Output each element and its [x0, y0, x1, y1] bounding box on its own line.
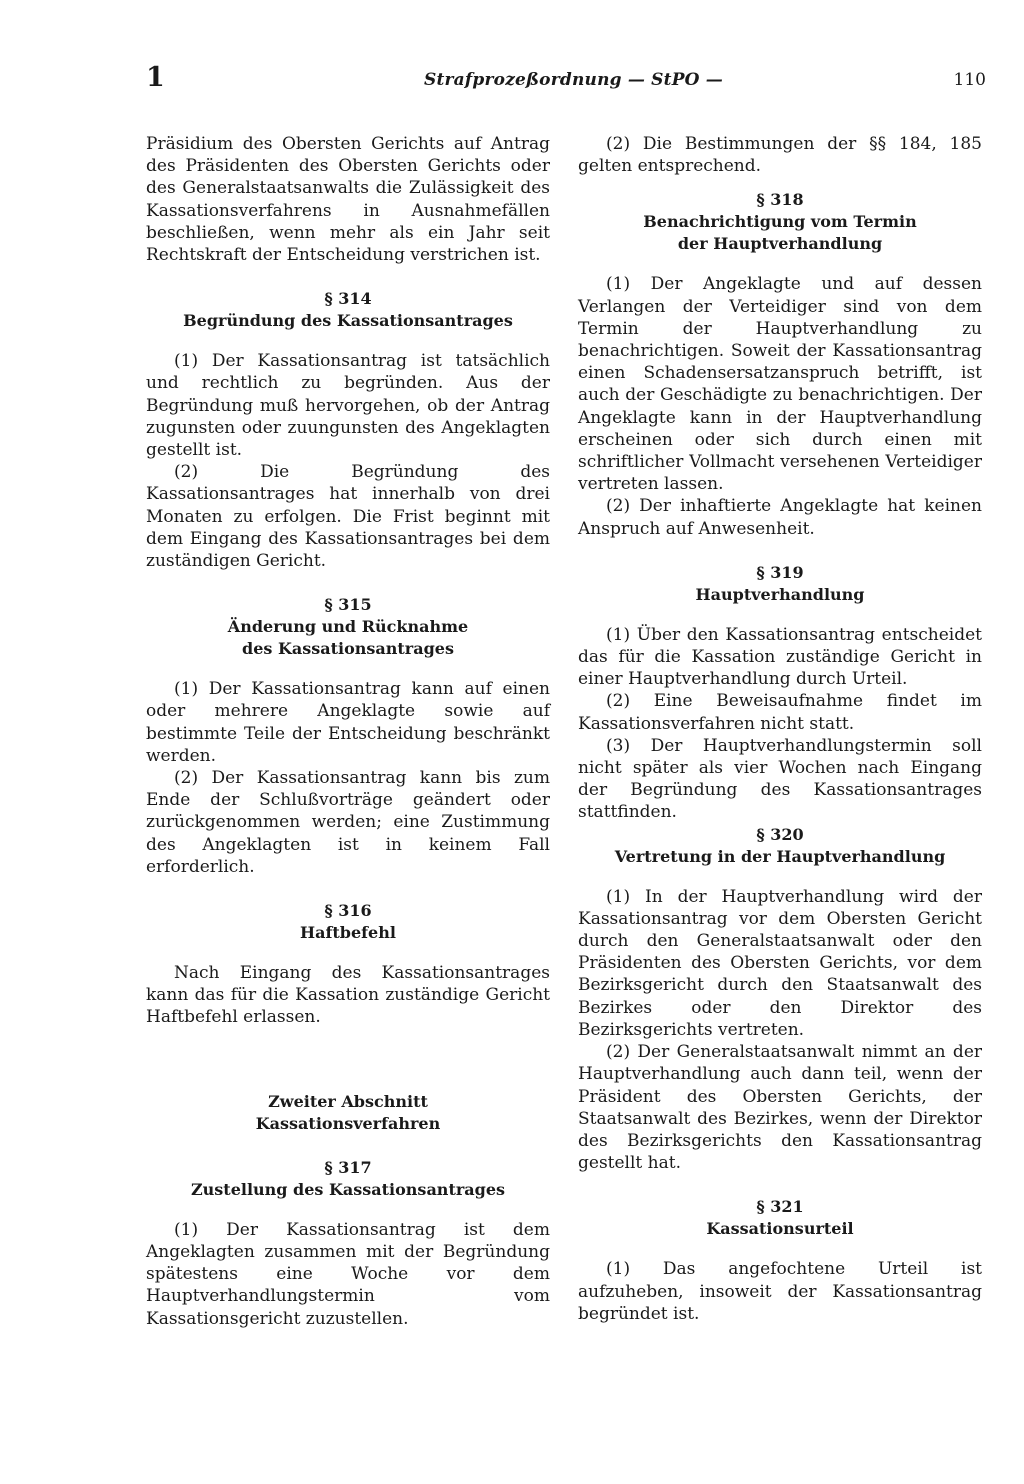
- section-317: [146, 1157, 550, 1201]
- paragraph: (2) Der Generalstaatsanwalt nimmt an der Hauptverhandlung auch dann teil, wenn der Präsident des Obersten Gerichts, der Staatsanwalt des Bezirkes, wenn der Direktor des Bezirksgerichts den Kassationsantrag gestellt hat.: [578, 1042, 982, 1174]
- section-title: Begründung des Kassationsantrages: [183, 311, 513, 331]
- intro-paragraph: (2) Die Bestimmungen der §§ 184, 185 gelten entsprechend.: [578, 134, 982, 177]
- paragraph: (2) Der inhaftierte Angeklagte hat keinen Anspruch auf Anwesenheit.: [578, 496, 982, 539]
- section-number: § 318: [756, 190, 804, 210]
- paragraph: (1) Das angefochtene Urteil ist aufzuheben, insoweit der Kassationsantrag begründet ist.: [578, 1259, 982, 1324]
- page-number: 110: [953, 70, 986, 90]
- part-heading: [146, 1091, 550, 1135]
- paragraph: (1) Der Kassationsantrag ist dem Angeklagten zusammen mit der Begründung spätestens eine Woche vor dem Hauptverhandlungstermin vom Kassationsgericht zuzustellen.: [146, 1219, 550, 1329]
- section-number: § 316: [324, 901, 372, 921]
- paragraph: (2) Der Kassationsantrag kann bis zum Ende der Schlußvorträge geändert oder zurückgenommen werden; eine Zustimmung des Angeklagten ist in keinem Fall erforderlich.: [146, 768, 550, 877]
- section-316: [146, 900, 550, 944]
- section-title: Vertretung in der Hauptverhandlung: [614, 846, 946, 866]
- paragraph: (1) Der Kassationsantrag kann auf einen oder mehrere Angeklagte sowie auf bestimmte Teile der Entscheidung beschränkt werden.: [146, 679, 550, 766]
- paragraph: (2) Die Begründung des Kassationsantrages hat innerhalb von drei Monaten zu erfolgen. Die Frist beginnt mit dem Eingang des Kassationsantrages bei dem zuständigen Gericht.: [146, 462, 550, 572]
- section-321: [578, 1196, 982, 1240]
- paragraph: (1) Über den Kassationsantrag entscheidet das für die Kassation zuständige Gericht in einer Hauptverhandlung durch Urteil.: [578, 624, 982, 690]
- section-title: des Kassationsantrages: [242, 639, 454, 659]
- running-title: Strafprozeßordnung — StPO —: [424, 70, 724, 90]
- section-title: Änderung und Rücknahme: [227, 617, 469, 637]
- section-314: [146, 288, 550, 332]
- left-column: [146, 133, 550, 1330]
- part-title: Zweiter Abschnitt: [268, 1091, 428, 1111]
- section-title: der Hauptverhandlung: [677, 234, 883, 254]
- section-title: Kassationsurteil: [706, 1219, 854, 1239]
- section-number: § 314: [324, 289, 372, 309]
- intro-paragraph: Präsidium des Obersten Gerichts auf Antrag des Präsidenten des Obersten Gerichts oder des Generalstaatsanwalts die Zulässigkeit des Kassationsverfahrens in Ausnahmefällen beschließen, wenn mehr als ein Jahr seit Rechtskraft der Entscheidung verstrichen ist.: [146, 134, 550, 266]
- page-header: [146, 62, 986, 96]
- paragraph: (1) Der Kassationsantrag ist tatsächlich und rechtlich zu begründen. Aus der Begründung muß hervorgehen, ob der Antrag zugunsten oder zuungunsten des Angeklagten gestellt ist.: [146, 351, 550, 461]
- section-319: [578, 562, 982, 606]
- paragraph: (1) In der Hauptverhandlung wird der Kassationsantrag vor dem Obersten Gericht durch den Generalstaatsanwalt oder den Präsidenten des Obersten Gerichts, vor dem Bezirksgericht durch den Staatsanwalt des Bezirkes oder den Direktor des Bezirksgerichts vertreten.: [578, 886, 982, 1040]
- section-315: [146, 594, 550, 660]
- right-column: [578, 133, 982, 1325]
- paragraph: Nach Eingang des Kassationsantrages kann das für die Kassation zuständige Gericht Haftbefehl erlassen.: [146, 963, 550, 1028]
- section-320: [578, 824, 982, 868]
- section-318: [578, 189, 982, 255]
- section-title: Benachrichtigung vom Termin: [643, 212, 917, 232]
- section-title: Haftbefehl: [300, 923, 396, 943]
- paragraph: (2) Eine Beweisaufnahme findet im Kassationsverfahren nicht statt.: [578, 691, 982, 734]
- part-subtitle: Kassationsverfahren: [255, 1113, 441, 1133]
- section-title: Zustellung des Kassationsantrages: [190, 1179, 505, 1199]
- section-title: Hauptverhandlung: [695, 584, 865, 604]
- section-number: § 321: [756, 1197, 804, 1217]
- chapter-number: 1: [146, 62, 165, 93]
- section-number: § 319: [756, 562, 804, 582]
- paragraph: (3) Der Hauptverhandlungstermin soll nicht später als vier Wochen nach Eingang der Begründung des Kassationsantrages stattfinden.: [578, 735, 982, 823]
- section-number: § 317: [324, 1157, 372, 1177]
- section-number: § 315: [324, 595, 372, 615]
- section-number: § 320: [756, 824, 804, 844]
- paragraph: (1) Der Angeklagte und auf dessen Verlangen der Verteidiger sind von dem Termin der Hauptverhandlung zu benachrichtigen. Soweit der Kassationsantrag einen Schadensersatzanspruch betrifft, ist auch der Geschädigte zu benachrichtigen. Der Angeklagte kann in der Hauptverhandlung erscheinen oder sich durch einen mit schriftlicher Vollmacht versehenen Verteidiger vertreten lassen.: [578, 274, 982, 495]
